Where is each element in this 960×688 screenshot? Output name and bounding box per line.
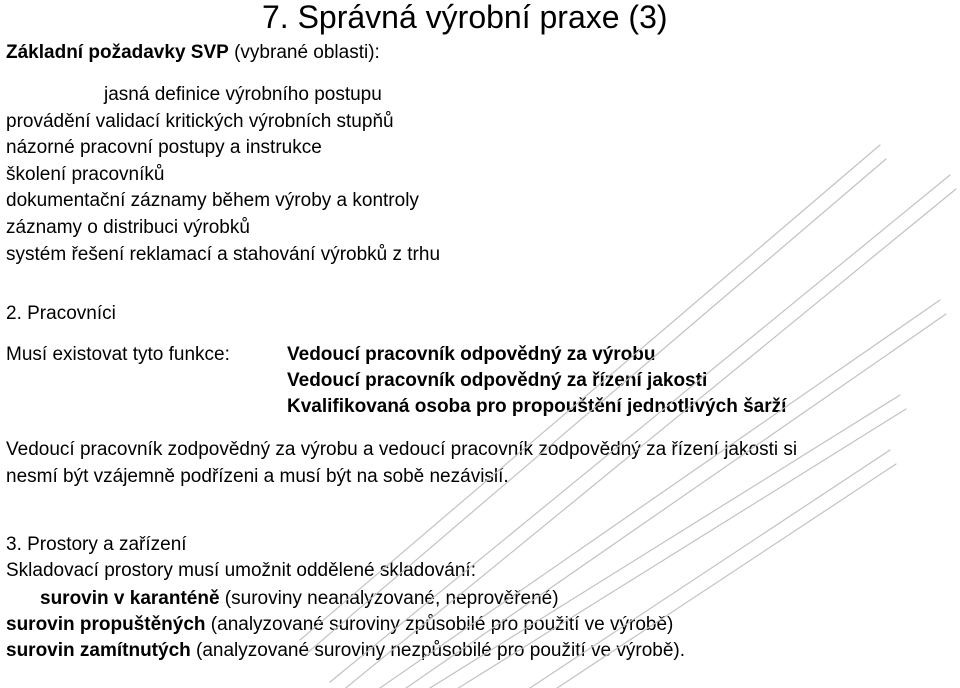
function-item: Kvalifikovaná osoba pro propouštění jednotlivých šarží (287, 396, 787, 417)
function-item: Vedoucí pracovník odpovědný za výrobu (287, 344, 656, 365)
section1-heading (6, 42, 380, 64)
section1-heading-bold: Základní požadavky SVP (6, 42, 229, 63)
section2-heading: 2. Pracovníci (6, 303, 116, 324)
list-item: školení pracovníků (6, 164, 165, 185)
storage-item-quarantine (40, 588, 559, 610)
storage-item-released (6, 614, 673, 636)
list-item: dokumentační záznamy během výroby a kontroly (6, 190, 419, 211)
list-item: záznamy o distribuci výrobků (6, 217, 250, 238)
section3-heading: 3. Prostory a zařízení (6, 534, 187, 555)
section1-heading-rest: (vybrané oblasti): (228, 42, 380, 63)
functions-label: Musí existovat tyto funkce: (6, 344, 230, 365)
independence-note-line2: nesmí být vzájemně podřízeni a musí být na sobě nezávislí. (6, 466, 509, 487)
storage-intro: Skladovací prostory musí umožnit oddělené skladování: (6, 560, 476, 581)
list-item: názorné pracovní postupy a instrukce (6, 137, 322, 158)
storage-item-rejected-bold: surovin zamítnutých (6, 640, 191, 661)
list-item: systém řešení reklamací a stahování výrobků z trhu (6, 244, 441, 265)
storage-item-rejected-rest: (analyzované suroviny nezpůsobilé pro použití ve výrobě). (190, 640, 686, 661)
list-item: provádění validací kritických výrobních stupňů (6, 111, 394, 132)
storage-item-released-bold: surovin propuštěných (6, 614, 206, 635)
list-item: jasná definice výrobního postupu (104, 84, 382, 105)
storage-item-quarantine-bold: surovin v karanténě (40, 588, 220, 609)
independence-note-line1: Vedoucí pracovník zodpovědný za výrobu a vedoucí pracovník zodpovědný za řízení jakosti si (6, 439, 798, 460)
storage-item-quarantine-rest: (suroviny neanalyzované, neprověřené) (219, 588, 559, 609)
storage-item-rejected (6, 640, 685, 662)
page-title: 7. Správná výrobní praxe (3) (262, 0, 668, 35)
function-item: Vedoucí pracovník odpovědný za řízení jakosti (287, 370, 708, 391)
storage-item-released-rest: (analyzované suroviny způsobilé pro použití ve výrobě) (205, 614, 674, 635)
